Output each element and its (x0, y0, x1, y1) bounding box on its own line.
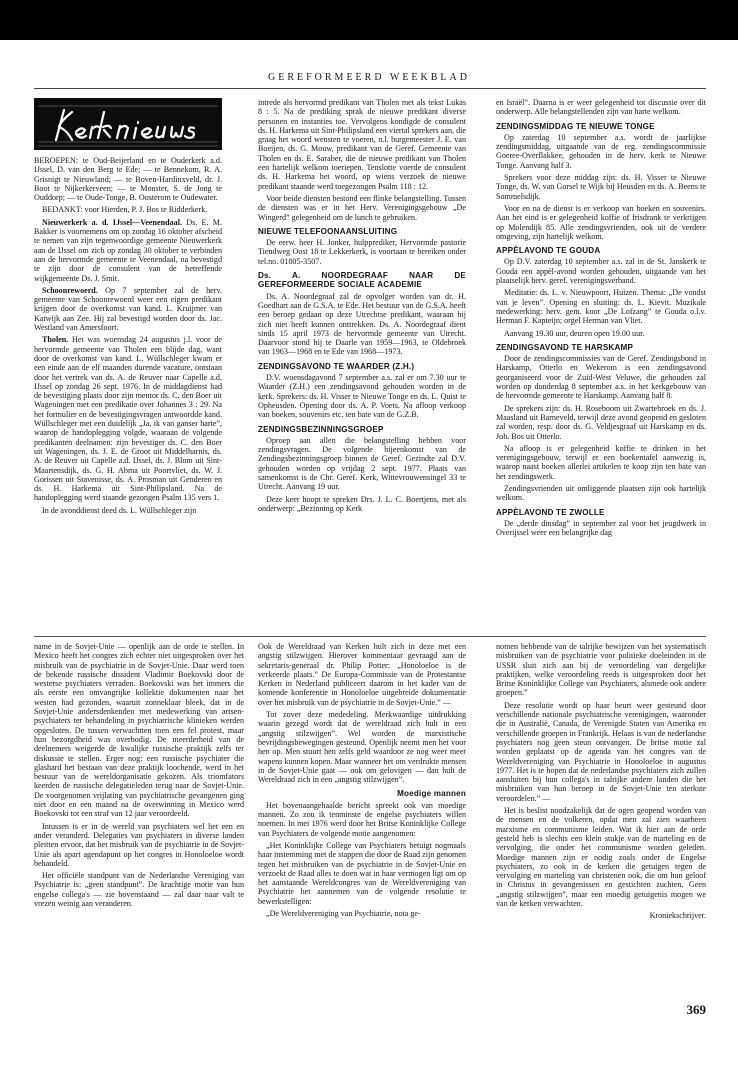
gouda-heading: APPÈLAVOND TE GOUDA (496, 246, 601, 256)
harskamp-heading: ZENDINGSAVOND TE HARSKAMP (496, 342, 634, 352)
standpunt-paragraph: Het officiële standpunt van de Nederlandse Vereniging van Psychiatrie is: „geen standpunt”. De krachtige motie van hun engelse collega's — zie bovenstaand — zal daar naar valt te vrezen weinig aan veranderen. (34, 871, 244, 909)
harskamp-paragraph-2: De sprekers zijn: ds. H. Roseboom uit Zwartebroek en ds. J. Maasland uit Barneveld, terwijl deze avond geopend en gesloten zal worden, resp. door ds. G. Veldjesgraaf uit Harskamp en ds. Joh. Bos uit Otterlo. (496, 403, 706, 441)
column-4 (34, 642, 244, 998)
avonddienst-paragraph: In de avonddienst deed ds. L. Wüllschleger zijn (42, 505, 197, 515)
page-header: GEREFORMEERD WEEKBLAD (268, 72, 470, 83)
bezinningsgroep-paragraph: Oproep aan allen die belangstelling hebben voor zendingsvragen. De volgende bijeenkomst van de Zendingsbezinningsgroep binnen de Geref. Gezindte zal D.V. gehouden worden op vrijdag 2 sept. 1977. Plaats van samenkomst is de Chr. Geref. Kerk, Wittevrouwensingel 33 te Utrecht. Aanvang 19 uur. (258, 435, 466, 492)
header-rule (34, 88, 706, 89)
israel-paragraph: en Israël”. Daarna is er weer gelegenheid tot discussie over dit onderwerp. Alle belangstellenden zijn van harte welkom. (496, 98, 706, 117)
gouda-paragraph-1: Op D.V. zaterdag 10 september a.s. zal in de St. Janskerk te Gouda een appèl-avond worden gehouden, uitgaande van het plaatselijk herv. geref. verenigingsverband. (496, 257, 706, 286)
gouda-paragraph-3: Aanvang 19.30 uur, deuren open 19.00 uur. (504, 328, 645, 338)
harskamp-paragraph-3: Na afloop is er gelegenheid koffie te drinken in het verenigingsgebouw, terwijl er een boekentafel aanwezig is, waarop naast boeken allerlei artikelen te koop zijn ten bate van het zendingswerk. (496, 443, 706, 481)
harskamp-paragraph-1: Door de zendingscommissies van de Geref. Zendingsbond in Harskamp, Otterlo en Wekerom is een zendingsavond georganiseerd voor de Zuid-West Veluwe, die gehouden zal worden op donderdag 8 september a.s. in het kerkgebouw van de hervormde gemeente te Harskamp. Aanvang half 8. (496, 354, 706, 401)
telefoon-heading: NIEUWE TELEFOONAANSLUITING (258, 226, 398, 236)
motie-paragraph: „Het Koninklijke College van Psychiaters betuigt nogmaals haar instemming met de stappen die door de Raad zijn genomen tegen het misbruiken van de psychiatrie in de Sovjet-Unie en verzoekt de Raad alles te doen wat in haar vermogen ligt om op het aanstaande Wereldcongres van de Wereldvereniging van Psychiatrie het aannemen van de volgende resolutie te bewerkstelligen: (258, 840, 466, 906)
intrede-paragraph: intrede als hervormd predikant van Tholen met als tekst Lukas 8 : 5. Na de prediking sprak de nieuwe predikant diverse personen en instanties toe. Vervolgens kondigde de consulent ds. H. Harkema uit Sint-Philipsland een viertal sprekers aan, die graag het woord wensten te voeren, n.l. burgemeester J. E. van Boeijen, ds. G. Mouw, predikant van de Geref. Gemeente van Tholen en ds. E. Saraber, die de nieuwe predikant van Tholen een hartelijk welkom toeriepen. Tenslotte voerde de consulent ds. H. Harkema het woord, op wiens verzoek de nieuwe predikant staande werd toegezongen Psalm 118 : 12. (258, 98, 466, 191)
column-3 (496, 98, 706, 630)
tholen-paragraph (34, 335, 222, 502)
sovjet-paragraph: name in de Sovjet-Unie — openlijk aan de orde te stellen. In Mexico heeft het congres zich echter niet uitgesproken over het misbruik van de psychiatrie in de Sovjet-Unie. Daar werd toen de bekende russische dissident Vladimir Boekovski door de westerse psychiaters verraden. Boekovski was het immers die als eerste een omvangrijke kollektie dokumenten naar het westen had gezonden, waaruit zonneklaar bleek, dat in de Sovjet-Unie andersdenkenden met medewerking van artsen-psychiaters ter behandeling in psychiatrische klinieken werden opgesloten. De tussen verwachtten toen een fel protest, maar hun bezorgdheid was overbodig. De meerderheid van de deelnemers weigerde de kwalijke russische praktijk zelfs ter diskussie te stellen. Erger nog: een russische psychiater die glashard het bestaan van deze praktijk loochende, werd in het bestuur van de wereldorganisatie gekozen. Als triomfators keerden de russische delegatieleden terug naar de Sovjet-Unie. De voorgenomen vrijlating van psychiatrische gevangenen ging niet door en een maand na de overwinning in Mexico werd Boekovski tot een straf van 12 jaar veroordeeld. (34, 642, 244, 819)
resolutie-paragraph: „De Wereldvereniging van Psychiatrie, nota ge- (266, 909, 421, 919)
harskamp-paragraph-4: Zendingsvrienden uit omliggende plaatsen zijn ook hartelijk welkom. (496, 483, 706, 503)
zwolle-heading: APPÈLAVOND TE ZWOLLE (496, 507, 605, 517)
engelse-psychiaters-paragraph: Het bovenaangehaalde bericht spreekt ook van moedige mannen. Zo zou ik tenminste de engelse psychiaters willen noemen. In mei 1976 werd door het Britse Koninklijke College van Psychiaters de volgende motie aangenomen: (258, 800, 466, 838)
bezinningsgroep-heading: ZENDINGSBEZINNINGSGROEP (258, 424, 384, 434)
kerknieuws-logo (34, 98, 222, 150)
kerknieuws-banner (34, 98, 222, 150)
tholen-text: Het was woensdag 24 augustus j.l. voor de hervormde gemeente van Tholen een blijde dag, want door de overkomst van kand. L. Wüllschleger kwam er een einde aan de elf maanden durende vacature, ontstaan door het vertrek van ds. A. de Reuver naar Capelle a.d. IJssel op zondag 26 sept. 1976. In de middagdienst had de bevestiging plaats door zijn mentor ds. C. den Boer uit Wageningen met een predikatie over Johannes 3 : 29. Na het formulier en de bevestigingsvragen antwoordde kand. Wüllschleger met een duidelijk „Ja, ik van ganser harte”, waarop de handoplegging volgde, waaraan de volgende predikanten deelnamen: zijn bevestiger ds. C. den Boer uit Wageningen, ds. J. E. de Groot uit Middelharnis, ds. A. de Reuver uit Capelle a.d. IJssel, ds. J. Blom uit Sint-Maartensdijk, ds. G. H. Abma uit Poortvliet, ds. W. J. Gorissen uit Stavenisse, ds. A. Prosman uit Genderen en ds. H. Harkema uit Sint-Philipsland. Na de handoplegging werd staande gezongen Psalm 135 vers 1. (34, 335, 222, 503)
nieuwe-tonge-paragraph-2: Sprekers voor deze middag zijn: ds. H. Visser te Nieuwe Tonge, ds. W. van Gorsel te Wijk bij Heusden en ds. A. Beens te Sommelsdijk. (496, 173, 706, 201)
zwolle-paragraph: De „derde dinsdag” in september zal voor het jeugdwerk in Overijssel weer een belangrijke dag (496, 518, 706, 538)
schoonrewoerd-heading: Schoonrewoerd. (42, 285, 98, 295)
waarder-heading: ZENDINGSAVOND TE WAARDER (Z.H.) (258, 361, 415, 371)
nieuwe-tonge-paragraph-1: Op zaterdag 10 september a.s. wordt de jaarlijkse zendingsmiddag, uitgaande van de reg. zendingscommissie Goeree-Overflakkee, gehouden in de herv. kerk te Nieuwe Tonge. Aanvang half 3. (496, 132, 706, 170)
intussen-paragraph: Intussen is er in de wereld van psychiaters wel het een en ander veranderd. Delegaties van psychiaters in diverse landen pleitten ervoor, dat het misbruik van de psychiatrie in de Sovjet-Unie als apart agendapunt op het congres in Honoloeloe wordt behandeld. (34, 821, 244, 868)
moedige-mannen-heading: Moedige mannen (397, 789, 466, 799)
bedankt-paragraph: BEDANKT: voor Hierden, P. J. Bos te Ridderkerk. (42, 205, 208, 215)
column-2 (258, 98, 466, 630)
telefoon-paragraph: De eerw. heer H. Jonker, hulpprediker, Hervormde pastorie Tiendweg Oost 18 te Lekkerkerk, is voortaan te bereiken onder tel.no. 01805-3507. (258, 238, 466, 266)
nieuwerkerk-heading: Nieuwerkerk a. d. IJssel—Veenendaal. (42, 217, 182, 227)
schoonrewoerd-paragraph (34, 286, 222, 332)
page-number: 369 (686, 1002, 706, 1017)
nieuwerkerk-paragraph (34, 218, 222, 283)
column-1 (34, 156, 222, 630)
signature: Kroniekschrijver. (649, 911, 706, 921)
nieuwe-tonge-heading: ZENDINGSMIDDAG TE NIEUWE TONGE (496, 121, 655, 131)
waarder-paragraph: D.V. woensdagavond 7 september a.s. zal er om 7.30 uur te Waarder (Z.H.) een zendingsavond gehouden worden in de kerk. Sprekers: ds. H. Visser te Nieuwe Tonge en ds. L. Quist te Opheusden. Opening door ds. A. P. Voets. Na afloop verkoop van boeken, souvenirs etc. ten bate van de G.Z.B. (258, 373, 466, 420)
boertjens-paragraph: Deze keer hoopt te spreken Drs. J. L. C. Boertjens, met als onderwerp: „Bezinning op Kerk (258, 494, 466, 513)
resolutie-steun-paragraph: Deze resolutie wordt op haar beurt weer gesteund door verschillende nationale psychiatrische verenigingen, waaronder die in Australië, Canada, de Verenigde Staten van Amerika en verschillende groepen in Frankrijk. Helaas is van de nederlandse psychiaters nog geen steun ontvangen. De britse motie zal worden geplaatst op de agenda van het congres van de Wereldvereniging van Psychiatrie in Honoloeloe in augustus 1977. Het is te hopen dat de nederlandse psychiaters zich zullen aansluiten bij hun collega's in talrijke andere landen die het misbruiken van hun beroep in de Sovjet-Unie ten sterkste veroordelen.” — (496, 700, 706, 803)
nieuwerkerk-text: Ds. E. M. Bakker is voornemens om op zondag 16 oktober afscheid te nemen van zijn tegenwoordige gemeente Nieuwerkerk aan de IJssel om zich op zondag 30 oktober te verbinden aan de hervormde gemeente te Veenendaal, na bevestigd te zijn door de consulent van de betreffende wijkgemeente Ds. J. Smit. (34, 217, 222, 283)
mededeling-paragraph: Tot zover deze mededeling. Merkwaardige uitdrukking waarin gezegd wordt dat de wereldraad zich hult in een „angstig stilzwijgen”. Wel worden de marxistische bevrijdingsbewegingen gesteund. Openlijk neemt men het voor hen op. Men stuurt hen zelfs geld waardoor ze nog weer meer wapens kunnen kopen. Maar wanneer het om verdrukte mensen in de Sovjet-Unie gaat — ook om gelovigen — dan hult de Wereldraad zich in een „angstig stilzwijgen”. (258, 710, 466, 785)
tholen-heading: Tholen. (42, 335, 69, 345)
gouda-paragraph-2: Meditatie: ds. L. v. Nieuwpoort, Huizen. Thema: „De vondst van je leven”. Opening en sluiting: ds. L. Kievit. Muzikale medewerking: herv. gem. koor „De Lofzang” te Gouda o.l.v. Herman F. Kapteijn; orgel Herman van Vliet. (496, 288, 706, 326)
beroepen-paragraph: BEROEPEN: te Oud-Beijerland en te Ouderkerk a.d. IJssel, D. van den Berg te Ede; — te Bennekom, R. A. Grisnigt te Nieuwland; — te Boven-Hardinxveld, dr. J. Boot te Nijkerkerveen; — te Monster, S. de Jong te Ouddorp; — te Oude-Tonge, B. Oosterom te Oudewater. (34, 156, 222, 203)
section-divider (34, 636, 706, 637)
wereldraad-paragraph: Ook de Wereldraad van Kerken hult zich in deze met een angstig stilzwijgen. Hierover kommentaar gevraagd aan de sekretaris-generaal dr. Philip Potter: „Honoloeloe is de verkeerde plaats.” De Europa-Commissie van de Protestantse Kerken in Nederland publiceert daarom in het kader van de komende konferentie in Honoloeloe uitgebreide dokumentatie over het misbruik van de psychiatrie in de Sovjet-Unie.” — (258, 642, 466, 707)
column-6 (496, 642, 706, 998)
schoonrewoerd-text: Op 7 september zal de herv. gemeente van Schoonrewoerd weer een eigen predikant krijgen door de overkomst van kand. L. Kruijmer van Katwijk aan Zee. Hij zal bevestigd worden door ds. Jac. Westland van Amersfoort. (34, 285, 222, 333)
top-black-bar (0, 0, 738, 40)
belangstelling-paragraph: Voor beide diensten bestond een flinke belangstelling. Tussen de diensten was er in het Herv. Verenigingsgebouw „De Wingerd” gelegenheid om de lunch te gebruiken. (258, 193, 466, 222)
column-5 (258, 642, 466, 998)
slot-paragraph: Het is beslist noodzakelijk dat de ogen geopend worden van de mensen en de volkeren, opdat men zal zien waarheen marxisme en communisme leiden. Wat ik hier aan de orde gesteld heb is slechts een klein stukje van de marteling en de vervolging, die onder het communisme worden geleden. Moedige mannen zijn er nodig zoals onder de Engelse psychiaters, zo ook in de kerken die getuigen tegen de vervolging en marteling van christenen ook, die om hun geloof in Christus in gevangenissen en gestichten zuchten. Geen „angstig stilzwijgen”, maar een moedig getuigenis mogen we van de kerken verwachten. (496, 806, 706, 909)
noordegraaf-heading: Ds. A. NOORDEGRAAF NAAR DE GEREFORMEERDE SOCIALE ACADEMIE (258, 271, 466, 290)
usssr-paragraph: nomen hebbende van de talrijke bewijzen van het systematisch misbruiken van de psychiatrie voor politieke doeleinden in de USSR sluit zich aan bij de veroordeling van dergelijke praktijken, welke veroordeling reeds is uitgesproken door het Britse Koninklijke College van Psychiaters, alsmede ook andere groepen.” (496, 642, 706, 698)
nieuwe-tonge-paragraph-3: Voor en na de dienst is er verkoop van boeken en souvenirs. Aan het eind is er gelegenheid koffie of frisdrank te verkrijgen op Molendijk 85. Alle zendingsvrienden, ook uit de verdere omgeving, zijn hartelijk welkom. (496, 203, 706, 241)
noordegraaf-paragraph: Ds. A. Noordegraaf zal de opvolger worden van dr. H. Goedhart aan de G.S.A. te Ede. Het bestuur van de G.S.A. heeft een beroep gedaan op deze Utrechtse predikant, waaraan hij zich niet heeft kunnen onttrekken. Ds. A. Noordegraaf dient sinds 15 april 1973 de hervormde gemeente van Utrecht. Daarvoor stond hij te Daarle van 1959—1963, te Oldebroek van 1963—1968 en te Ede van 1968—1973. (258, 291, 466, 357)
